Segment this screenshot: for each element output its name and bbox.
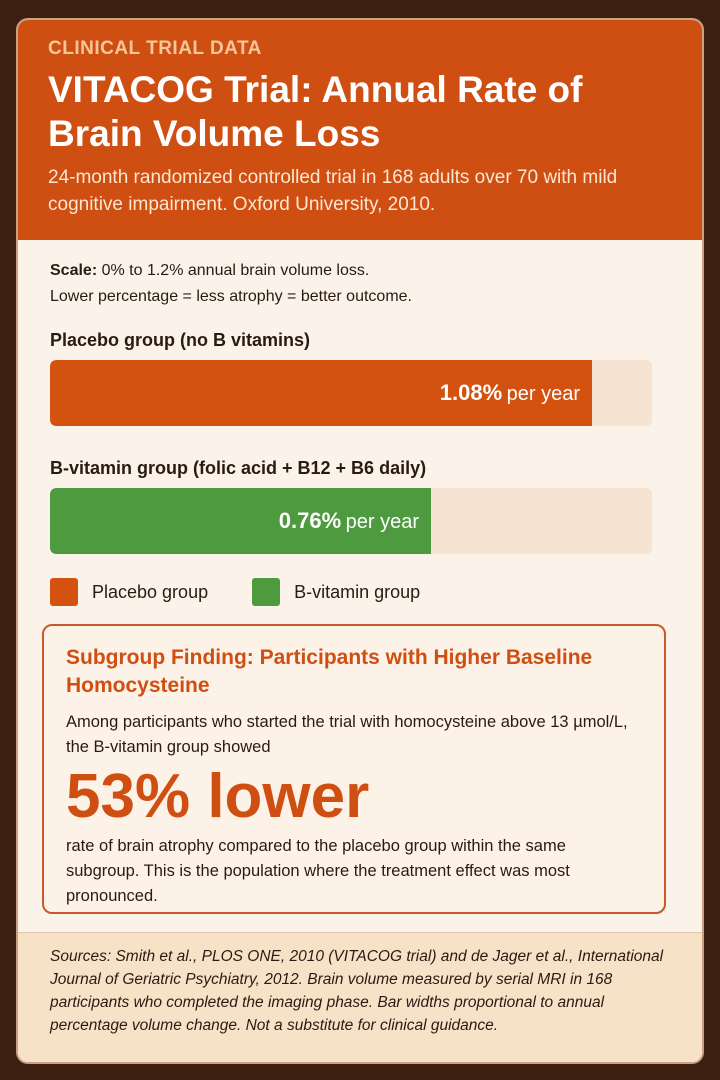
page-title: VITACOG Trial: Annual Rate of Brain Volume Loss: [48, 69, 583, 154]
infographic-card: [16, 18, 704, 1064]
sources-footer: Sources: Smith et al., PLOS ONE, 2010 (VITACOG trial) and de Jager et al., International Journal of Geriatric Psychiatry, 2012. Brain volume measured by serial MRI in 168 participants who completed the imaging phase. Bar widths proportional to annual percentage volume change. Not a substitute for clinical guidance.: [18, 932, 702, 1064]
bar-label-placebo: Placebo group (no B vitamins): [50, 330, 311, 350]
finding-outro: rate of brain atrophy compared to the placebo group within the same subgroup. This is the population where the treatment effect was most pronounced.: [66, 837, 570, 905]
scale-label: Scale:: [50, 262, 98, 279]
bar-value-number-bvitamin: 0.76%: [278, 508, 342, 533]
legend-label-bvitamin: B-vitamin group: [294, 581, 421, 602]
bar-track-placebo: [50, 360, 652, 426]
bar-track-bvitamin: [50, 488, 652, 554]
header: [18, 20, 702, 240]
finding-intro: Among participants who started the trial with homocysteine above 13 µmol/L, the B-vitamin group showed: [66, 713, 628, 756]
bar-value-unit-placebo: per year: [506, 383, 580, 405]
finding-highlight: 53% lower: [66, 762, 370, 831]
legend-label-placebo: Placebo group: [92, 581, 209, 602]
bar-value-placebo: [50, 360, 580, 426]
legend-swatch-bvitamin: [252, 578, 280, 606]
subtitle: 24-month randomized controlled trial in 168 adults over 70 with mild cognitive impairment. Oxford University, 2010.: [48, 167, 618, 215]
finding-title: Subgroup Finding: Participants with Higher Baseline Homocysteine: [66, 646, 593, 697]
scale-explanation: Lower percentage = less atrophy = better outcome.: [50, 288, 412, 305]
legend: [50, 578, 464, 606]
scale-note: [50, 258, 412, 310]
bar-label-bvitamin: B-vitamin group (folic acid + B12 + B6 daily): [50, 458, 427, 478]
bar-value-bvitamin: [50, 488, 419, 554]
legend-item-placebo: [50, 578, 208, 606]
bar-value-number-placebo: 1.08%: [439, 380, 503, 405]
legend-item-bvitamin: [252, 578, 420, 606]
subgroup-finding-box: [42, 624, 666, 914]
bar-value-unit-bvitamin: per year: [345, 511, 419, 533]
scale-text: 0% to 1.2% annual brain volume loss.: [101, 262, 370, 279]
legend-swatch-placebo: [50, 578, 78, 606]
kicker: CLINICAL TRIAL DATA: [48, 38, 262, 59]
